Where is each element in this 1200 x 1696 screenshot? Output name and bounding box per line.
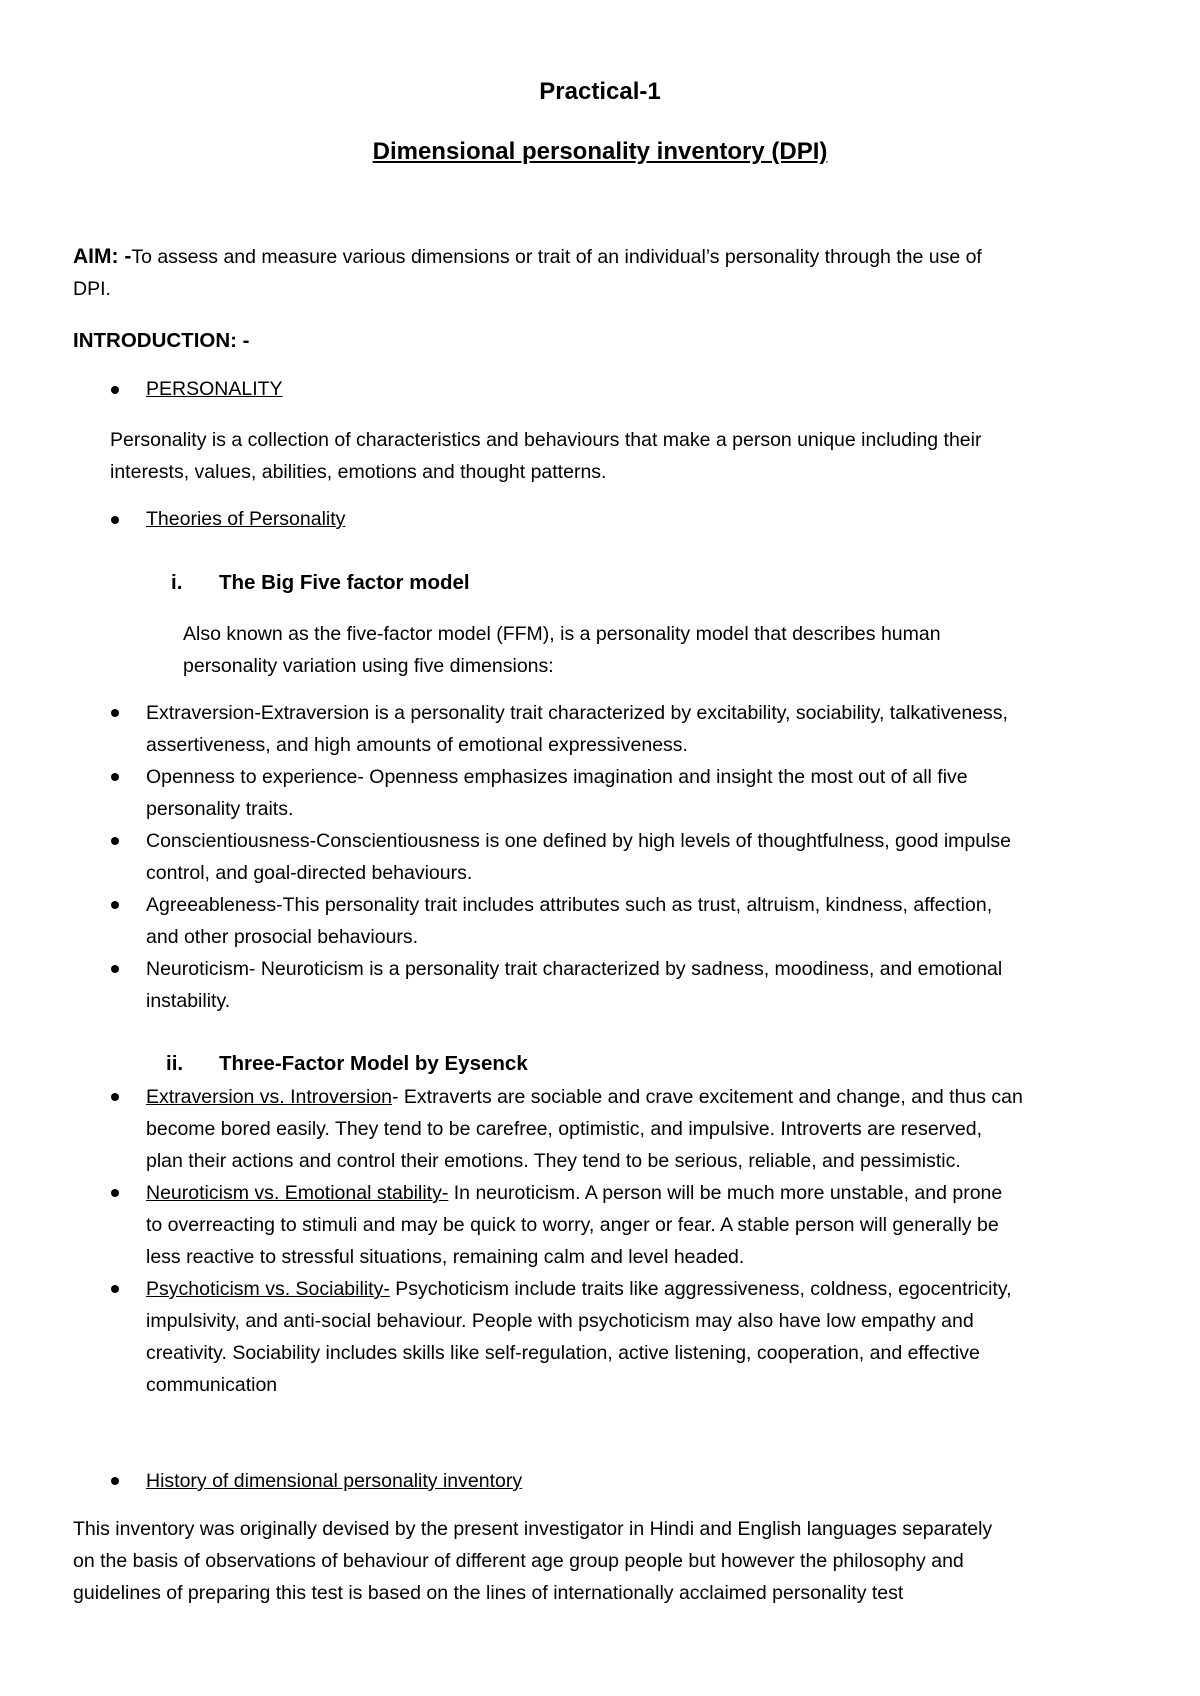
bullet-icon [111,516,119,524]
aim-label: AIM: - [73,245,132,268]
personality-heading: PERSONALITY [146,378,283,400]
big-five-item-1-line-2: assertiveness, and high amounts of emotional expressiveness. [146,734,688,756]
bullet-icon [111,709,119,717]
big-five-desc-1: Also known as the five-factor model (FFM), is a personality model that describes human [183,623,941,645]
big-five-heading: The Big Five factor model [219,571,470,594]
bullet-icon [111,1477,119,1485]
eysenck-item-2-term: Neuroticism vs. Emotional stability- [146,1182,449,1204]
eysenck-item-1-text: - Extraverts are sociable and crave excitement and change, and thus can [392,1086,1023,1108]
bullet-icon [111,773,119,781]
page-subtitle: Dimensional personality inventory (DPI) [372,138,828,165]
history-heading: History of dimensional personality inventory [146,1470,523,1492]
theories-heading: Theories of Personality [146,508,346,530]
big-five-item-4-line-2: and other prosocial behaviours. [146,926,419,948]
big-five-item-1-line-1: Extraversion-Extraversion is a personality trait characterized by excitability, sociability, talkativeness, [146,702,1008,724]
intro-heading: INTRODUCTION: - [73,329,250,352]
aim-text-cont: DPI. [73,278,111,300]
bullet-icon [111,901,119,909]
big-five-item-2-line-2: personality traits. [146,798,294,820]
bullet-icon [111,386,119,394]
big-five-item-2-line-1: Openness to experience- Openness emphasizes imagination and insight the most out of all five [146,766,968,788]
eysenck-item-3-term: Psychoticism vs. Sociability- [146,1278,390,1300]
big-five-item-5-line-1: Neuroticism- Neuroticism is a personality trait characterized by sadness, moodiness, and emotional [146,958,1003,980]
eysenck-numeral: ii. [166,1052,184,1075]
bullet-icon [111,1189,119,1197]
big-five-item-5-line-2: instability. [146,990,231,1012]
personality-line-1: Personality is a collection of characteristics and behaviours that make a person unique including their [110,429,982,451]
page-title: Practical-1 [539,78,661,105]
eysenck-item-1-line-3: plan their actions and control their emotions. They tend to be serious, reliable, and pessimistic. [146,1150,961,1172]
eysenck-item-3-line-4: communication [146,1374,278,1396]
eysenck-item-1-line-2: become bored easily. They tend to be carefree, optimistic, and impulsive. Introverts are reserved, [146,1118,983,1140]
history-line-2: on the basis of observations of behaviour of different age group people but however the philosophy and [73,1550,964,1572]
eysenck-item-2-line-1 [146,1177,1002,1209]
history-line-1: This inventory was originally devised by the present investigator in Hindi and English languages separately [73,1518,993,1540]
history-line-3: guidelines of preparing this test is based on the lines of internationally acclaimed personality test [73,1582,904,1604]
eysenck-item-2-line-3: less reactive to stressful situations, remaining calm and level headed. [146,1246,745,1268]
big-five-item-3-line-2: control, and goal-directed behaviours. [146,862,473,884]
bullet-icon [111,1285,119,1293]
big-five-desc-2: personality variation using five dimensions: [183,655,554,677]
bullet-icon [111,1093,119,1101]
eysenck-item-1-line-1 [146,1081,1023,1113]
personality-line-2: interests, values, abilities, emotions and thought patterns. [110,461,607,483]
aim-line [73,241,982,273]
big-five-item-3-line-1: Conscientiousness-Conscientiousness is one defined by high levels of thoughtfulness, good impulse [146,830,1012,852]
bullet-icon [111,837,119,845]
eysenck-item-3-text: Psychoticism include traits like aggressiveness, coldness, egocentricity, [389,1278,1012,1300]
big-five-numeral: i. [171,571,183,594]
eysenck-item-2-line-2: to overreacting to stimuli and may be quick to worry, anger or fear. A stable person will generally be [146,1214,999,1236]
eysenck-heading: Three-Factor Model by Eysenck [219,1052,528,1075]
big-five-item-4-line-1: Agreeableness-This personality trait includes attributes such as trust, altruism, kindness, affection, [146,894,993,916]
eysenck-item-3-line-3: creativity. Sociability includes skills like self-regulation, active listening, cooperation, and effective [146,1342,980,1364]
eysenck-item-3-line-1 [146,1273,1012,1305]
bullet-icon [111,965,119,973]
eysenck-item-3-line-2: impulsivity, and anti-social behaviour. People with psychoticism may also have low empathy and [146,1310,974,1332]
aim-text: To assess and measure various dimensions or trait of an individual’s personality through the use of [131,246,982,268]
eysenck-item-1-term: Extraversion vs. Introversion [146,1086,393,1108]
eysenck-item-2-text: In neuroticism. A person will be much more unstable, and prone [448,1182,1003,1204]
